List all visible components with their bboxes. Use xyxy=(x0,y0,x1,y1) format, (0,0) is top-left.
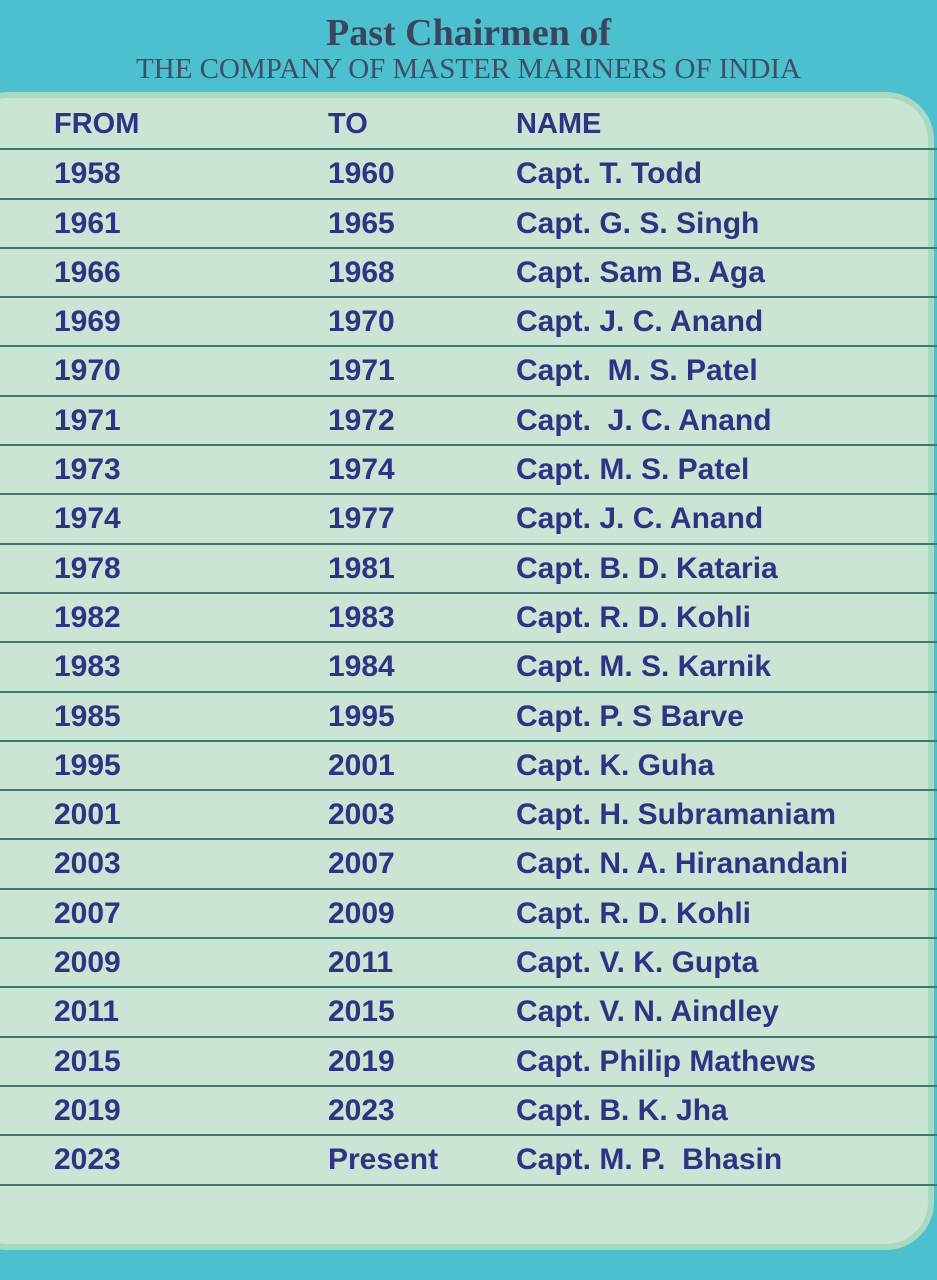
cell-from: 1978 xyxy=(54,551,121,585)
cell-to: 1981 xyxy=(328,551,395,585)
table-row xyxy=(0,1136,937,1185)
table-row xyxy=(0,594,937,643)
cell-from: 2019 xyxy=(54,1093,121,1127)
cell-from: 1983 xyxy=(54,650,121,684)
cell-from: 2003 xyxy=(54,847,121,881)
table-row xyxy=(0,988,937,1037)
table-body xyxy=(0,150,937,1185)
cell-name: Capt. Sam B. Aga xyxy=(516,255,765,289)
table-row xyxy=(0,200,937,249)
cell-name: Capt. T. Todd xyxy=(516,157,703,191)
cell-name: Capt. H. Subramaniam xyxy=(516,798,837,832)
cell-from: 1966 xyxy=(54,255,121,289)
cell-name: Capt. V. K. Gupta xyxy=(516,946,759,980)
table-row xyxy=(0,742,937,791)
cell-to: 2019 xyxy=(328,1044,395,1078)
cell-name: Capt. R. D. Kohli xyxy=(516,896,751,930)
cell-name: Capt. N. A. Hiranandani xyxy=(516,847,849,881)
table-row xyxy=(0,939,937,988)
page-title: Past Chairmen of xyxy=(326,12,611,54)
cell-from: 1970 xyxy=(54,354,121,388)
cell-name: Capt. B. D. Kataria xyxy=(516,551,778,585)
cell-to: 2015 xyxy=(328,995,395,1029)
cell-to: 1960 xyxy=(328,157,395,191)
cell-from: 1969 xyxy=(54,305,121,339)
cell-to: 1977 xyxy=(328,502,395,536)
table-row xyxy=(0,1038,937,1087)
cell-from: 2001 xyxy=(54,798,121,832)
cell-to: Present xyxy=(328,1143,439,1177)
cell-from: 1974 xyxy=(54,502,121,536)
cell-name: Capt. B. K. Jha xyxy=(516,1093,728,1127)
table-row xyxy=(0,545,937,594)
cell-from: 1985 xyxy=(54,699,121,733)
cell-from: 1982 xyxy=(54,600,121,634)
page-header xyxy=(0,0,937,92)
cell-from: 1973 xyxy=(54,453,121,487)
cell-from: 2009 xyxy=(54,946,121,980)
cell-name: Capt. M. S. Karnik xyxy=(516,650,772,684)
chairmen-table xyxy=(0,101,937,1186)
cell-to: 1984 xyxy=(328,650,395,684)
cell-from: 2007 xyxy=(54,896,121,930)
table-row xyxy=(0,791,937,840)
table-row xyxy=(0,890,937,939)
cell-name: Capt. J. C. Anand xyxy=(516,305,764,339)
cell-name: Capt. M. S. Patel xyxy=(516,354,758,388)
cell-name: Capt. K. Guha xyxy=(516,748,715,782)
table-row xyxy=(0,298,937,347)
cell-from: 1958 xyxy=(54,157,121,191)
cell-name: Capt. J. C. Anand xyxy=(516,502,764,536)
cell-to: 2011 xyxy=(328,946,394,980)
cell-name: Capt. G. S. Singh xyxy=(516,206,760,240)
cell-name: Capt. P. S Barve xyxy=(516,699,744,733)
cell-to: 1995 xyxy=(328,699,395,733)
cell-from: 1995 xyxy=(54,748,121,782)
cell-name: Capt. V. N. Aindley xyxy=(516,995,779,1029)
cell-to: 1971 xyxy=(328,354,395,388)
table-row xyxy=(0,495,937,544)
cell-from: 2023 xyxy=(54,1143,121,1177)
table-row xyxy=(0,347,937,396)
cell-name: Capt. M. P. Bhasin xyxy=(516,1143,783,1177)
cell-to: 1965 xyxy=(328,206,395,240)
cell-to: 1983 xyxy=(328,600,395,634)
table-row xyxy=(0,840,937,889)
cell-to: 2001 xyxy=(328,748,395,782)
cell-to: 2009 xyxy=(328,896,395,930)
table-row xyxy=(0,1087,937,1136)
cell-name: Capt. J. C. Anand xyxy=(516,403,772,437)
cell-name: Capt. R. D. Kohli xyxy=(516,600,751,634)
table-row xyxy=(0,693,937,742)
cell-name: Capt. M. S. Patel xyxy=(516,453,750,487)
cell-to: 1972 xyxy=(328,403,395,437)
cell-name: Capt. Philip Mathews xyxy=(516,1044,817,1078)
cell-to: 1974 xyxy=(328,453,395,487)
cell-to: 2003 xyxy=(328,798,395,832)
cell-to: 2023 xyxy=(328,1093,395,1127)
cell-to: 1970 xyxy=(328,305,395,339)
table-header-row xyxy=(0,101,937,150)
table-row xyxy=(0,397,937,446)
column-header-name: NAME xyxy=(516,108,602,140)
table-row xyxy=(0,446,937,495)
table-row xyxy=(0,150,937,199)
cell-from: 1961 xyxy=(54,206,121,240)
table-row xyxy=(0,249,937,298)
cell-from: 2015 xyxy=(54,1044,121,1078)
page-subtitle: THE COMPANY OF MASTER MARINERS OF INDIA xyxy=(136,53,801,85)
cell-from: 1971 xyxy=(54,403,121,437)
table-row xyxy=(0,643,937,692)
column-header-to: TO xyxy=(328,108,368,140)
cell-to: 2007 xyxy=(328,847,395,881)
column-header-from: FROM xyxy=(54,108,140,140)
cell-from: 2011 xyxy=(54,995,120,1029)
cell-to: 1968 xyxy=(328,255,395,289)
